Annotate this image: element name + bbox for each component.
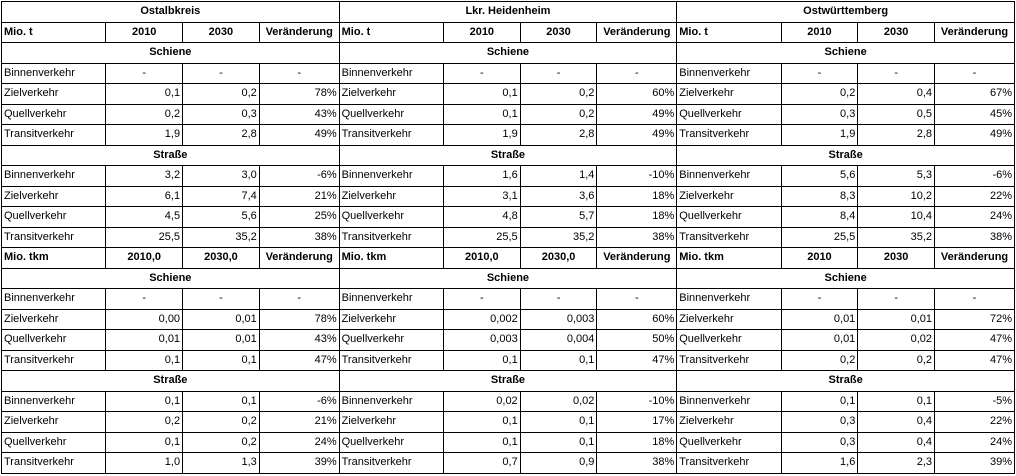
traffic-type-label: Transitverkehr: [677, 350, 781, 371]
traffic-type-label: Binnenverkehr: [677, 166, 781, 187]
mode-header-row: [2, 43, 1015, 64]
value-2030: 0,02: [858, 330, 935, 351]
value-2030: 0,1: [183, 391, 260, 412]
value-2010: -: [781, 63, 858, 84]
traffic-type-label: Transitverkehr: [2, 350, 106, 371]
value-2030: 35,2: [183, 227, 260, 248]
change-percent: 22%: [935, 412, 1015, 433]
value-2030: 7,4: [183, 186, 260, 207]
value-2010: 0,01: [781, 309, 858, 330]
change-percent: 39%: [935, 453, 1015, 474]
value-2030: 3,0: [183, 166, 260, 187]
traffic-type-label: Transitverkehr: [677, 453, 781, 474]
traffic-type-label: Zielverkehr: [677, 84, 781, 105]
traffic-type-label: Quellverkehr: [339, 207, 443, 228]
value-2010: 0,01: [781, 330, 858, 351]
traffic-type-label: Binnenverkehr: [677, 289, 781, 310]
change-percent: 72%: [935, 309, 1015, 330]
year-start-header: 2010: [443, 22, 520, 43]
value-2030: 0,2: [520, 84, 597, 105]
traffic-type-label: Quellverkehr: [339, 104, 443, 125]
change-percent: 45%: [935, 104, 1015, 125]
traffic-type-label: Zielverkehr: [2, 84, 106, 105]
year-start-header: 2010: [106, 22, 183, 43]
traffic-type-label: Transitverkehr: [2, 227, 106, 248]
value-2030: -: [858, 63, 935, 84]
value-2010: 1,9: [106, 125, 183, 146]
change-percent: 43%: [259, 104, 339, 125]
region-title: Lkr. Heidenheim: [339, 2, 677, 23]
value-2030: 0,003: [520, 309, 597, 330]
value-2010: 0,002: [443, 309, 520, 330]
year-start-header: 2010: [781, 248, 858, 269]
change-percent: 38%: [259, 227, 339, 248]
traffic-type-label: Zielverkehr: [339, 84, 443, 105]
value-2030: 0,9: [520, 453, 597, 474]
unit-label: Mio. t: [2, 22, 106, 43]
value-2030: 3,6: [520, 186, 597, 207]
value-2030: 0,5: [858, 104, 935, 125]
value-2030: 0,1: [520, 432, 597, 453]
change-percent: -: [259, 289, 339, 310]
traffic-type-label: Transitverkehr: [339, 125, 443, 146]
value-2030: 5,7: [520, 207, 597, 228]
value-2030: -: [520, 63, 597, 84]
value-2030: 2,8: [183, 125, 260, 146]
change-percent: 25%: [259, 207, 339, 228]
value-2010: 0,7: [443, 453, 520, 474]
value-2030: 2,3: [858, 453, 935, 474]
mode-header-row: [2, 145, 1015, 166]
traffic-type-label: Binnenverkehr: [339, 166, 443, 187]
traffic-type-label: Binnenverkehr: [2, 166, 106, 187]
year-end-header: 2030: [520, 22, 597, 43]
region-title: Ostwürttemberg: [677, 2, 1015, 23]
freight-volume-table: [1, 1, 1015, 474]
change-percent: 38%: [597, 227, 677, 248]
change-percent: 50%: [597, 330, 677, 351]
change-percent: 21%: [259, 412, 339, 433]
transport-mode-title: Schiene: [2, 268, 340, 289]
value-2010: 8,3: [781, 186, 858, 207]
unit-label: Mio. t: [677, 22, 781, 43]
change-percent: -: [597, 289, 677, 310]
traffic-type-label: Binnenverkehr: [677, 63, 781, 84]
change-percent: 67%: [935, 84, 1015, 105]
value-2010: -: [781, 289, 858, 310]
value-2010: 25,5: [781, 227, 858, 248]
value-2010: 0,3: [781, 104, 858, 125]
value-2010: 4,5: [106, 207, 183, 228]
traffic-type-label: Binnenverkehr: [339, 63, 443, 84]
change-header: Veränderung: [259, 22, 339, 43]
traffic-type-label: Zielverkehr: [2, 186, 106, 207]
traffic-type-label: Binnenverkehr: [2, 63, 106, 84]
change-percent: 49%: [935, 125, 1015, 146]
table-row: [2, 391, 1015, 412]
value-2030: -: [183, 63, 260, 84]
traffic-type-label: Quellverkehr: [677, 104, 781, 125]
value-2030: -: [183, 289, 260, 310]
table-row: [2, 453, 1015, 474]
table-row: [2, 84, 1015, 105]
value-2030: 0,01: [183, 309, 260, 330]
value-2010: 0,2: [106, 412, 183, 433]
transport-mode-title: Straße: [2, 145, 340, 166]
value-2010: 1,6: [443, 166, 520, 187]
transport-mode-title: Schiene: [677, 43, 1015, 64]
value-2030: 0,1: [858, 391, 935, 412]
value-2030: 5,6: [183, 207, 260, 228]
value-2030: 10,2: [858, 186, 935, 207]
table-row: [2, 63, 1015, 84]
traffic-type-label: Transitverkehr: [2, 453, 106, 474]
value-2010: 0,003: [443, 330, 520, 351]
value-2010: 6,1: [106, 186, 183, 207]
year-end-header: 2030: [858, 22, 935, 43]
traffic-type-label: Transitverkehr: [677, 227, 781, 248]
transport-mode-title: Schiene: [2, 43, 340, 64]
traffic-type-label: Transitverkehr: [339, 227, 443, 248]
value-2010: 3,2: [106, 166, 183, 187]
year-start-header: 2010,0: [106, 248, 183, 269]
change-percent: 38%: [935, 227, 1015, 248]
unit-label: Mio. tkm: [2, 248, 106, 269]
value-2030: 35,2: [858, 227, 935, 248]
change-percent: 24%: [935, 207, 1015, 228]
transport-mode-title: Straße: [339, 145, 677, 166]
change-percent: -10%: [597, 391, 677, 412]
table-row: [2, 207, 1015, 228]
traffic-type-label: Zielverkehr: [2, 309, 106, 330]
traffic-type-label: Zielverkehr: [339, 309, 443, 330]
value-2010: 0,00: [106, 309, 183, 330]
change-percent: 78%: [259, 84, 339, 105]
change-percent: 24%: [259, 432, 339, 453]
value-2010: 1,9: [781, 125, 858, 146]
value-2010: 0,1: [106, 391, 183, 412]
traffic-type-label: Transitverkehr: [677, 125, 781, 146]
value-2010: 0,1: [781, 391, 858, 412]
traffic-type-label: Quellverkehr: [2, 207, 106, 228]
value-2030: 0,004: [520, 330, 597, 351]
change-header: Veränderung: [597, 22, 677, 43]
value-2010: 25,5: [443, 227, 520, 248]
unit-label: Mio. tkm: [677, 248, 781, 269]
value-2030: 0,2: [183, 84, 260, 105]
traffic-type-label: Quellverkehr: [2, 432, 106, 453]
table-row: [2, 166, 1015, 187]
year-start-header: 2010: [781, 22, 858, 43]
year-end-header: 2030,0: [183, 248, 260, 269]
change-percent: 39%: [259, 453, 339, 474]
change-percent: 47%: [259, 350, 339, 371]
traffic-type-label: Binnenverkehr: [339, 289, 443, 310]
traffic-type-label: Binnenverkehr: [339, 391, 443, 412]
value-2030: -: [858, 289, 935, 310]
value-2030: 0,1: [520, 412, 597, 433]
traffic-type-label: Zielverkehr: [339, 412, 443, 433]
freight-table-container: [1, 1, 1015, 475]
transport-mode-title: Schiene: [339, 268, 677, 289]
region-title: Ostalbkreis: [2, 2, 340, 23]
value-2030: 0,3: [183, 104, 260, 125]
change-percent: 18%: [597, 186, 677, 207]
value-2030: 1,4: [520, 166, 597, 187]
change-percent: -: [597, 63, 677, 84]
value-2010: 0,1: [443, 350, 520, 371]
change-percent: 47%: [935, 330, 1015, 351]
change-percent: 47%: [935, 350, 1015, 371]
value-2030: 2,8: [520, 125, 597, 146]
table-row: [2, 309, 1015, 330]
transport-mode-title: Schiene: [677, 268, 1015, 289]
change-percent: -10%: [597, 166, 677, 187]
change-percent: -: [935, 63, 1015, 84]
change-percent: 47%: [597, 350, 677, 371]
value-2030: 0,4: [858, 84, 935, 105]
change-percent: -5%: [935, 391, 1015, 412]
traffic-type-label: Quellverkehr: [2, 104, 106, 125]
traffic-type-label: Quellverkehr: [339, 330, 443, 351]
region-header-row: [2, 2, 1015, 23]
value-2010: 0,1: [443, 432, 520, 453]
year-end-header: 2030,0: [520, 248, 597, 269]
value-2030: 10,4: [858, 207, 935, 228]
change-percent: 18%: [597, 207, 677, 228]
value-2030: 1,3: [183, 453, 260, 474]
value-2010: 0,2: [781, 84, 858, 105]
traffic-type-label: Zielverkehr: [677, 412, 781, 433]
value-2010: 0,3: [781, 412, 858, 433]
table-row: [2, 104, 1015, 125]
table-row: [2, 330, 1015, 351]
mode-header-row: [2, 268, 1015, 289]
year-start-header: 2010,0: [443, 248, 520, 269]
value-2010: 0,1: [443, 84, 520, 105]
traffic-type-label: Zielverkehr: [339, 186, 443, 207]
value-2010: 0,2: [106, 104, 183, 125]
table-row: [2, 350, 1015, 371]
value-2010: 1,6: [781, 453, 858, 474]
change-percent: -6%: [259, 166, 339, 187]
value-2030: 0,2: [858, 350, 935, 371]
traffic-type-label: Zielverkehr: [2, 412, 106, 433]
table-body: [2, 2, 1015, 474]
table-row: [2, 412, 1015, 433]
traffic-type-label: Transitverkehr: [2, 125, 106, 146]
year-end-header: 2030: [183, 22, 260, 43]
value-2030: 0,01: [858, 309, 935, 330]
change-header: Veränderung: [597, 248, 677, 269]
change-percent: 60%: [597, 309, 677, 330]
mode-header-row: [2, 371, 1015, 392]
year-end-header: 2030: [858, 248, 935, 269]
traffic-type-label: Transitverkehr: [339, 453, 443, 474]
value-2010: 3,1: [443, 186, 520, 207]
change-percent: 49%: [259, 125, 339, 146]
change-percent: 21%: [259, 186, 339, 207]
value-2010: 4,8: [443, 207, 520, 228]
change-percent: 18%: [597, 432, 677, 453]
traffic-type-label: Quellverkehr: [677, 207, 781, 228]
value-2010: 0,1: [106, 84, 183, 105]
traffic-type-label: Quellverkehr: [677, 330, 781, 351]
value-2030: 35,2: [520, 227, 597, 248]
value-2030: 5,3: [858, 166, 935, 187]
value-2010: 0,2: [781, 350, 858, 371]
table-row: [2, 186, 1015, 207]
traffic-type-label: Quellverkehr: [339, 432, 443, 453]
value-2030: 0,4: [858, 412, 935, 433]
value-2010: 1,9: [443, 125, 520, 146]
column-header-row: [2, 248, 1015, 269]
unit-label: Mio. tkm: [339, 248, 443, 269]
change-header: Veränderung: [259, 248, 339, 269]
value-2030: 0,1: [520, 350, 597, 371]
value-2030: 0,2: [520, 104, 597, 125]
change-percent: 78%: [259, 309, 339, 330]
change-percent: -: [935, 289, 1015, 310]
value-2010: 5,6: [781, 166, 858, 187]
column-header-row: [2, 22, 1015, 43]
value-2010: 25,5: [106, 227, 183, 248]
change-percent: -6%: [935, 166, 1015, 187]
change-header: Veränderung: [935, 22, 1015, 43]
value-2010: 0,1: [106, 350, 183, 371]
traffic-type-label: Zielverkehr: [677, 186, 781, 207]
transport-mode-title: Straße: [339, 371, 677, 392]
value-2030: 0,4: [858, 432, 935, 453]
value-2030: -: [520, 289, 597, 310]
traffic-type-label: Transitverkehr: [339, 350, 443, 371]
change-percent: 24%: [935, 432, 1015, 453]
traffic-type-label: Binnenverkehr: [2, 289, 106, 310]
value-2030: 0,2: [183, 432, 260, 453]
value-2010: -: [106, 63, 183, 84]
traffic-type-label: Quellverkehr: [677, 432, 781, 453]
value-2010: 0,1: [443, 104, 520, 125]
value-2030: 0,02: [520, 391, 597, 412]
change-percent: -: [259, 63, 339, 84]
table-row: [2, 227, 1015, 248]
value-2010: 8,4: [781, 207, 858, 228]
value-2030: 2,8: [858, 125, 935, 146]
value-2030: 0,01: [183, 330, 260, 351]
value-2010: -: [443, 289, 520, 310]
change-percent: 49%: [597, 104, 677, 125]
value-2010: -: [106, 289, 183, 310]
change-percent: 49%: [597, 125, 677, 146]
unit-label: Mio. t: [339, 22, 443, 43]
change-header: Veränderung: [935, 248, 1015, 269]
value-2010: 1,0: [106, 453, 183, 474]
table-row: [2, 289, 1015, 310]
value-2010: 0,1: [106, 432, 183, 453]
change-percent: 22%: [935, 186, 1015, 207]
transport-mode-title: Straße: [677, 371, 1015, 392]
value-2010: -: [443, 63, 520, 84]
transport-mode-title: Schiene: [339, 43, 677, 64]
transport-mode-title: Straße: [2, 371, 340, 392]
change-percent: 38%: [597, 453, 677, 474]
value-2030: 0,1: [183, 350, 260, 371]
traffic-type-label: Zielverkehr: [677, 309, 781, 330]
traffic-type-label: Binnenverkehr: [2, 391, 106, 412]
value-2030: 0,2: [183, 412, 260, 433]
change-percent: 17%: [597, 412, 677, 433]
change-percent: -6%: [259, 391, 339, 412]
change-percent: 60%: [597, 84, 677, 105]
value-2010: 0,01: [106, 330, 183, 351]
value-2010: 0,3: [781, 432, 858, 453]
value-2010: 0,1: [443, 412, 520, 433]
transport-mode-title: Straße: [677, 145, 1015, 166]
traffic-type-label: Binnenverkehr: [677, 391, 781, 412]
value-2010: 0,02: [443, 391, 520, 412]
change-percent: 43%: [259, 330, 339, 351]
table-row: [2, 432, 1015, 453]
traffic-type-label: Quellverkehr: [2, 330, 106, 351]
table-row: [2, 125, 1015, 146]
